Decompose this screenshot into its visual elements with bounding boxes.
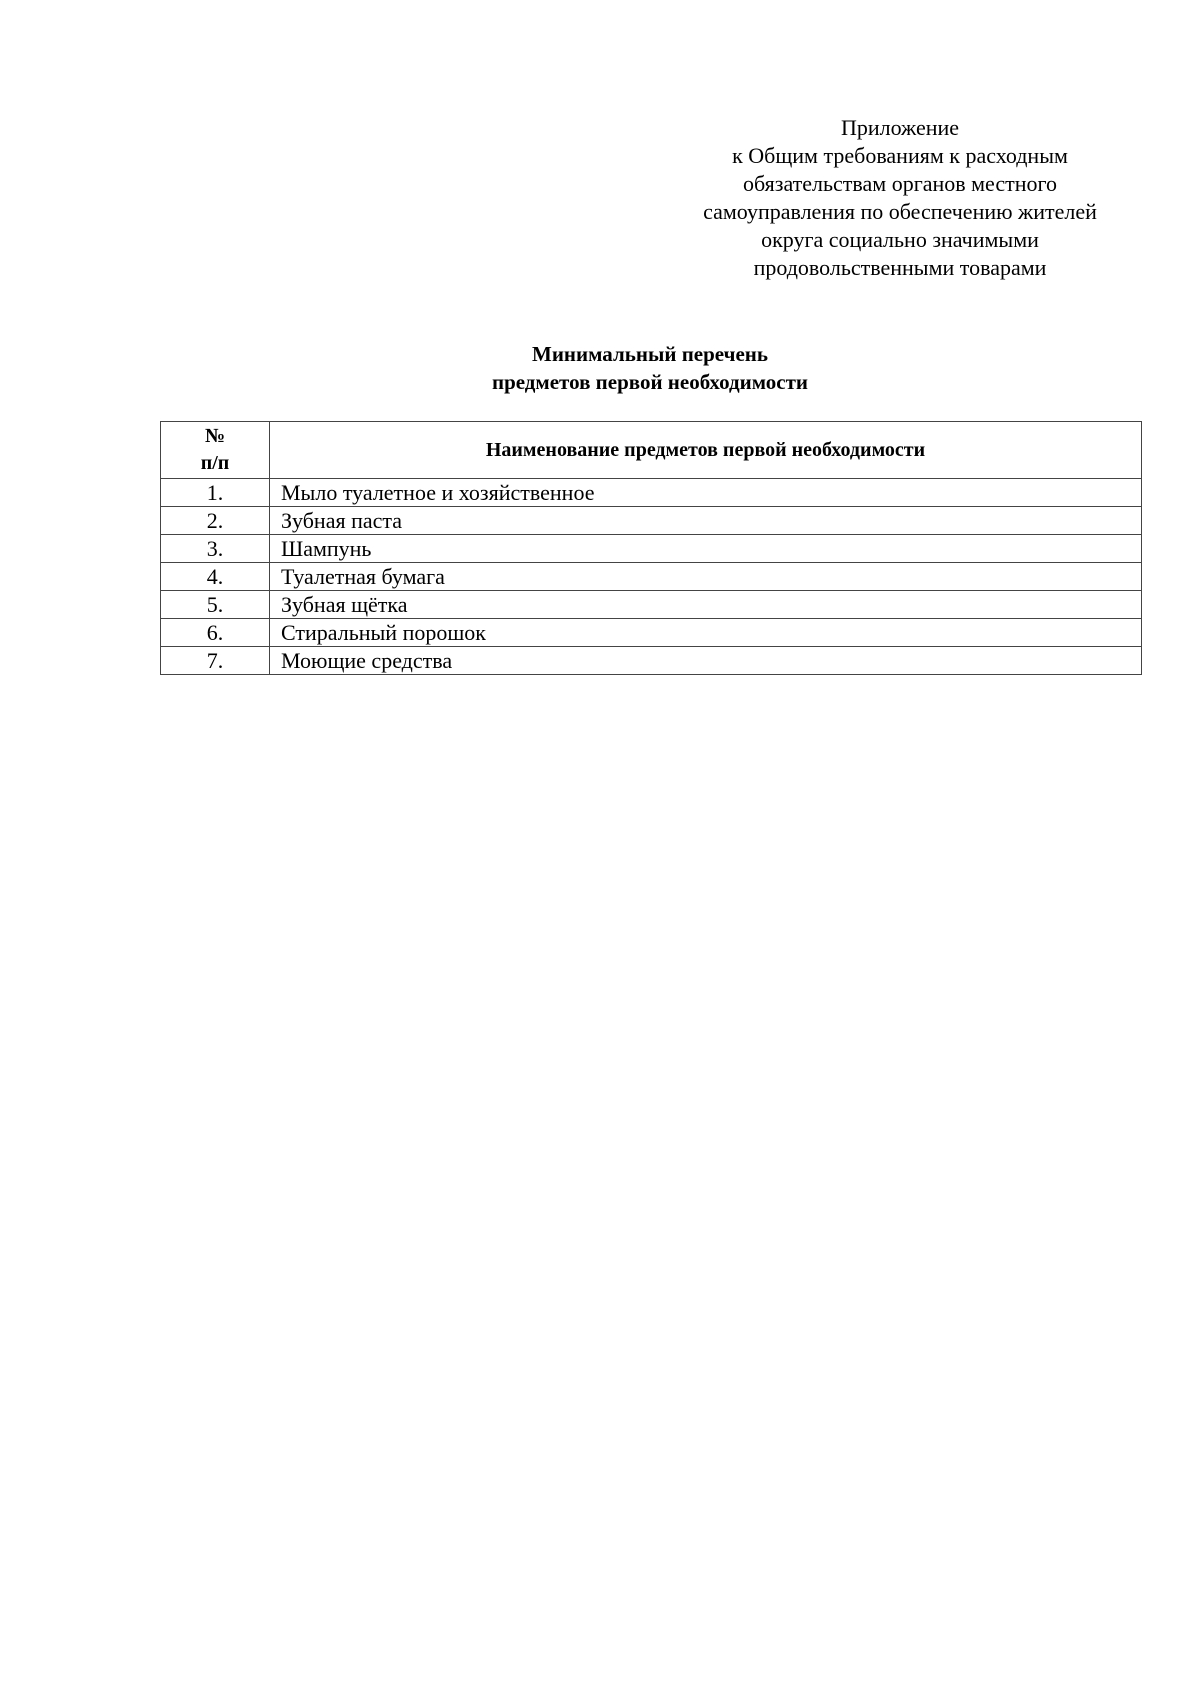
row-item-name: Туалетная бумага	[270, 563, 1142, 591]
row-item-name: Моющие средства	[270, 647, 1142, 675]
row-item-name: Зубная щётка	[270, 591, 1142, 619]
row-number: 6.	[161, 619, 270, 647]
appendix-block	[640, 114, 1160, 282]
header-number-abbr: п/п	[200, 452, 230, 474]
row-item-name: Стиральный порошок	[270, 619, 1142, 647]
appendix-line: к Общим требованиям к расходным	[732, 143, 1068, 168]
row-number: 1.	[161, 479, 270, 507]
table-row	[161, 563, 1142, 591]
appendix-line: округа социально значимыми	[761, 227, 1039, 252]
row-item-name: Мыло туалетное и хозяйственное	[270, 479, 1142, 507]
table-row	[161, 507, 1142, 535]
row-number: 2.	[161, 507, 270, 535]
header-number-cell	[161, 422, 270, 479]
row-number: 5.	[161, 591, 270, 619]
row-number: 3.	[161, 535, 270, 563]
table-row	[161, 535, 1142, 563]
table-row	[161, 591, 1142, 619]
table-row	[161, 619, 1142, 647]
row-item-name: Шампунь	[270, 535, 1142, 563]
table-row	[161, 647, 1142, 675]
appendix-line: обязательствам органов местного	[742, 171, 1057, 196]
row-item-name: Зубная паста	[270, 507, 1142, 535]
header-number-symbol: №	[204, 425, 226, 447]
appendix-line: Приложение	[840, 115, 960, 140]
title-line-1: Минимальный перечень	[532, 342, 768, 366]
table-row	[161, 479, 1142, 507]
title-line-2: предметов первой необходимости	[491, 370, 809, 394]
appendix-line: продовольственными товарами	[753, 255, 1047, 280]
document-title	[0, 340, 1200, 396]
items-table	[160, 421, 1142, 675]
row-number: 7.	[161, 647, 270, 675]
row-number: 4.	[161, 563, 270, 591]
appendix-line: самоуправления по обеспечению жителей	[703, 199, 1097, 224]
table-header-row	[161, 422, 1142, 479]
header-name-cell: Наименование предметов первой необходимости	[270, 422, 1142, 479]
